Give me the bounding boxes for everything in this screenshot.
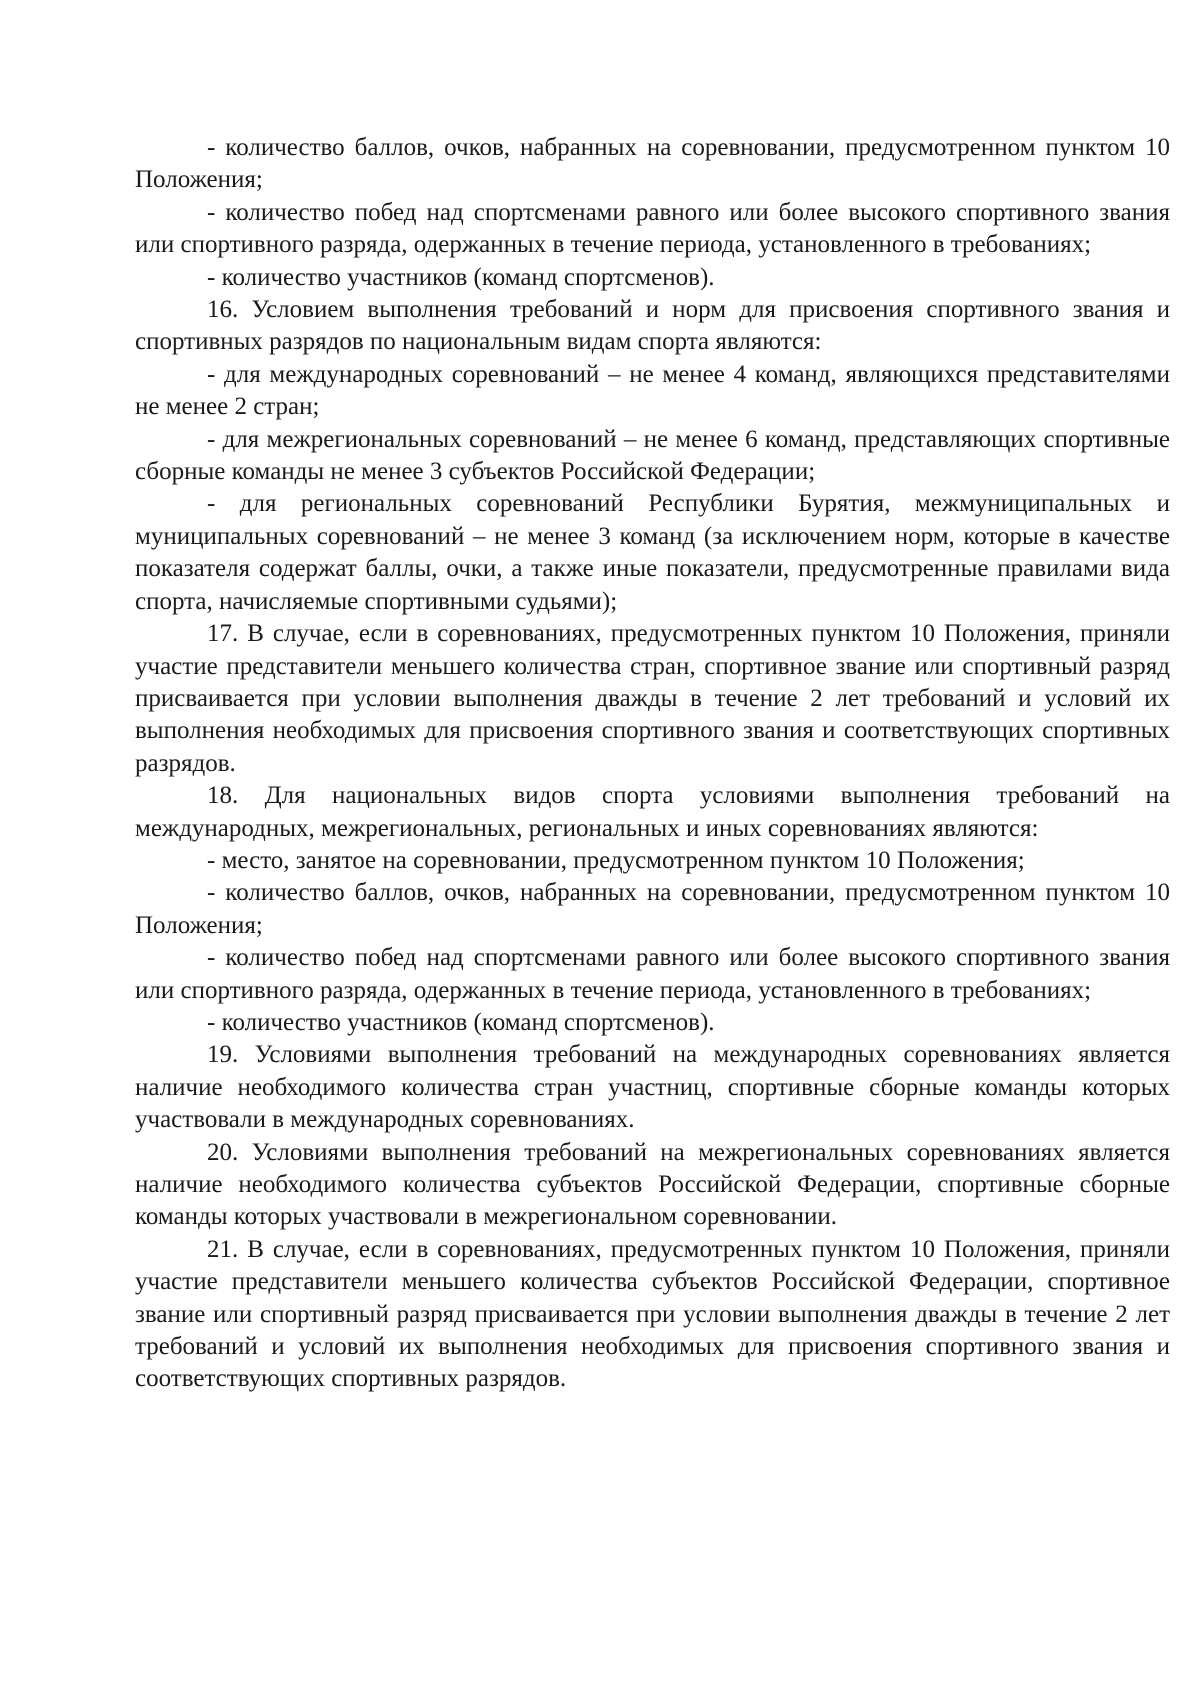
paragraph-10: - место, занятое на соревновании, предусмотренном пунктом 10 Положения; xyxy=(207,846,1025,874)
paragraph-15: 20. Условиями выполнения требований на межрегиональных соревнованиях является наличие необходимого количества субъектов Российской Федерации, спортивные сборные команды которых участвовали в межрегиональном соревновании. xyxy=(135,1138,1170,1231)
paragraph-14: 19. Условиями выполнения требований на международных соревнованиях является наличие необходимого количества стран участниц, спортивные сборные команды которых участвовали в международных соревнованиях. xyxy=(135,1041,1170,1134)
paragraph-9: 18. Для национальных видов спорта условиями выполнения требований на международных, межрегиональных, региональных и иных соревнованиях являются: xyxy=(135,782,1170,842)
paragraph-11: - количество баллов, очков, набранных на соревновании, предусмотренном пунктом 10 Положения; xyxy=(135,879,1170,939)
paragraph-8: 17. В случае, если в соревнованиях, предусмотренных пунктом 10 Положения, приняли участие представители меньшего количества стран, спортивное звание или спортивный разряд присваивается при условии выполнения дважды в течение 2 лет требований и условий их выполнения необходимых для присвоения спортивного звания и соответствующих спортивных разрядов. xyxy=(135,620,1170,777)
paragraph-4: 16. Условием выполнения требований и норм для присвоения спортивного звания и спортивных разрядов по национальным видам спорта являются: xyxy=(135,296,1170,356)
paragraph-13: - количество участников (команд спортсменов). xyxy=(207,1008,715,1036)
paragraph-7: - для региональных соревнований Республики Бурятия, межмуниципальных и муниципальных соревнований – не менее 3 команд (за исключением норм, которые в качестве показателя содержат баллы, очки, а также иные показатели, предусмотренные правилами вида спорта, начисляемые спортивными судьями); xyxy=(135,490,1170,615)
document-page xyxy=(135,132,1170,1396)
paragraph-2: - количество побед над спортсменами равного или более высокого спортивного звания или спортивного разряда, одержанных в течение периода, установленного в требованиях; xyxy=(135,198,1170,259)
paragraph-5: - для международных соревнований – не менее 4 команд, являющихся представителями не менее 2 стран; xyxy=(135,360,1170,421)
paragraph-1: - количество баллов, очков, набранных на соревновании, предусмотренном пунктом 10 Положения; xyxy=(135,134,1170,194)
paragraph-12: - количество побед над спортсменами равного или более высокого спортивного звания или спортивного разряда, одержанных в течение периода, установленного в требованиях; xyxy=(135,944,1170,1004)
paragraph-3: - количество участников (команд спортсменов). xyxy=(207,263,715,291)
paragraph-16: 21. В случае, если в соревнованиях, предусмотренных пунктом 10 Положения, приняли участие представители меньшего количества субъектов Российской Федерации, спортивное звание или спортивный разряд присваивается при условии выполнения дважды в течение 2 лет требований и условий их выполнения необходимых для присвоения спортивного звания и соответствующих спортивных разрядов. xyxy=(135,1235,1170,1393)
paragraph-6: - для межрегиональных соревнований – не менее 6 команд, представляющих спортивные сборные команды не менее 3 субъектов Российской Федерации; xyxy=(135,425,1170,486)
